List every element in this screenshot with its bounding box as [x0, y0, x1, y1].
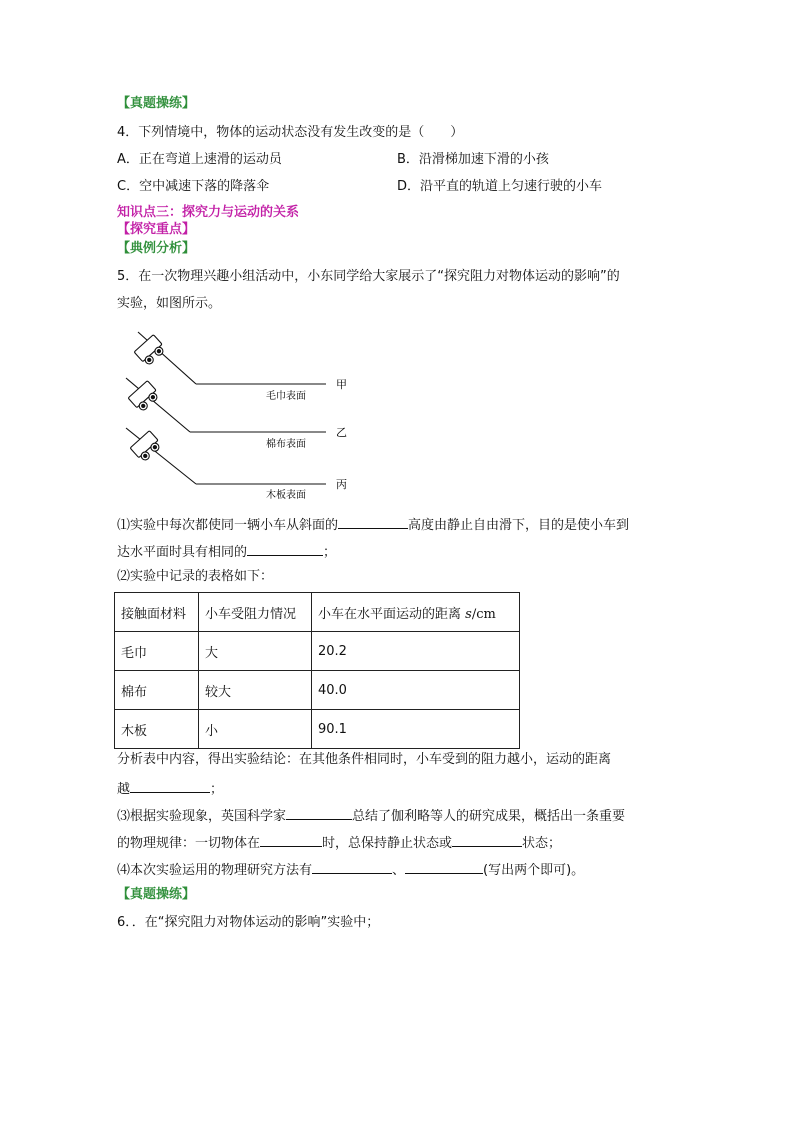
answer-blank[interactable]: [338, 514, 408, 529]
question-6: [117, 914, 379, 932]
cell-distance: 90.1: [312, 710, 520, 749]
cell-resistance: 大: [199, 632, 312, 671]
answer-blank[interactable]: [130, 778, 210, 793]
question-number: 5: [117, 269, 126, 284]
cell-material: 毛巾: [115, 632, 199, 671]
ramp-wood: [126, 428, 326, 484]
part-1-line2: [117, 541, 336, 562]
text: 、: [392, 863, 406, 878]
answer-blank[interactable]: [260, 832, 322, 847]
answer-blank[interactable]: [286, 805, 352, 820]
text: ⑷本次实验运用的物理研究方法有: [117, 863, 313, 878]
answer-blank[interactable]: [405, 859, 483, 874]
cell-resistance: 小: [199, 710, 312, 749]
question-5-line2: 实验，如图所示。: [117, 296, 222, 311]
text: ⑶根据实验现象，英国科学家: [117, 809, 287, 824]
label-jia: 甲: [336, 378, 347, 391]
text: 越: [117, 782, 131, 797]
answer-blank[interactable]: [247, 541, 323, 556]
ramp-cotton: [126, 378, 326, 432]
text: 高度由静止自由滑下，目的是使小车到: [408, 518, 630, 533]
text: 时，总保持静止状态或: [322, 836, 453, 851]
text: 总结了伽利略等人的研究成果，概括出一条重要: [352, 809, 626, 824]
inclined-plane-figure: [120, 322, 360, 504]
question-number: 4: [117, 125, 126, 140]
cell-distance: 40.0: [312, 671, 520, 710]
header-cell: 接触面材料: [115, 593, 199, 632]
option-d: D．沿平直的轨道上匀速行驶的小车: [397, 179, 603, 194]
question-stem: ．下列情境中，物体的运动状态没有发生改变的是（ ）: [125, 125, 464, 140]
table-row: [115, 632, 520, 671]
header-cell: 小车受阻力情况: [199, 593, 312, 632]
option-b: B．沿滑梯加速下滑的小孩: [397, 152, 549, 167]
part-3-line2: [117, 832, 561, 853]
question-5-line1: [117, 268, 620, 286]
header-text: 小车在水平面运动的距离: [318, 606, 462, 622]
surface-label-towel: 毛巾表面: [266, 391, 306, 402]
question-stem: ．在一次物理兴趣小组活动中，小东同学给大家展示了“探究阻力对物体运动的影响”的: [125, 269, 620, 284]
part-4-line: [117, 859, 584, 880]
table-row: [115, 671, 520, 710]
answer-blank[interactable]: [312, 859, 392, 874]
text: 状态；: [522, 836, 562, 851]
knowledge-point-title: 知识点三：探究力与运动的关系: [117, 205, 300, 220]
surface-label-wood: 木板表面: [266, 490, 306, 501]
part-1-line1: [117, 514, 629, 535]
part-3-line1: [117, 805, 625, 826]
ramp-towel: [134, 332, 326, 384]
knowledge-point-sub: 【探究重点】: [117, 222, 196, 237]
results-table: [114, 592, 520, 749]
label-yi: 乙: [336, 426, 347, 439]
surface-label-cotton: 棉布表面: [266, 439, 306, 450]
section-heading-practice-2: 【真题操练】: [117, 887, 196, 902]
distance-symbol: s: [465, 606, 472, 622]
question-4: [117, 124, 463, 142]
text: ；: [323, 545, 337, 560]
text: ；: [210, 782, 224, 797]
text: 的物理规律：一切物体在: [117, 836, 261, 851]
table-header-row: [115, 593, 520, 632]
conclusion-line2: [117, 778, 223, 799]
text: ⑴实验中每次都使同一辆小车从斜面的: [117, 518, 339, 533]
table-row: [115, 710, 520, 749]
question-number: 6: [117, 915, 126, 930]
question-stem: ．．在“探究阻力对物体运动的影响”实验中；: [125, 915, 380, 930]
text: (写出两个即可)。: [483, 863, 585, 878]
unit: /cm: [471, 606, 496, 622]
option-c: C．空中减速下落的降落伞: [117, 179, 270, 194]
label-bing: 丙: [336, 478, 347, 491]
cell-material: 棉布: [115, 671, 199, 710]
answer-blank[interactable]: [452, 832, 522, 847]
header-cell: [312, 593, 520, 632]
conclusion-line1: 分析表中内容，得出实验结论：在其他条件相同时，小车受到的阻力越小，运动的距离: [117, 752, 612, 767]
section-heading-practice: 【真题操练】: [117, 96, 196, 111]
cell-distance: 20.2: [312, 632, 520, 671]
cell-material: 木板: [115, 710, 199, 749]
part-2-label: ⑵实验中记录的表格如下：: [117, 569, 274, 584]
text: 达水平面时具有相同的: [117, 545, 248, 560]
section-heading-analysis: 【典例分析】: [117, 241, 196, 256]
cell-resistance: 较大: [199, 671, 312, 710]
option-a: A．正在弯道上速滑的运动员: [117, 152, 282, 167]
